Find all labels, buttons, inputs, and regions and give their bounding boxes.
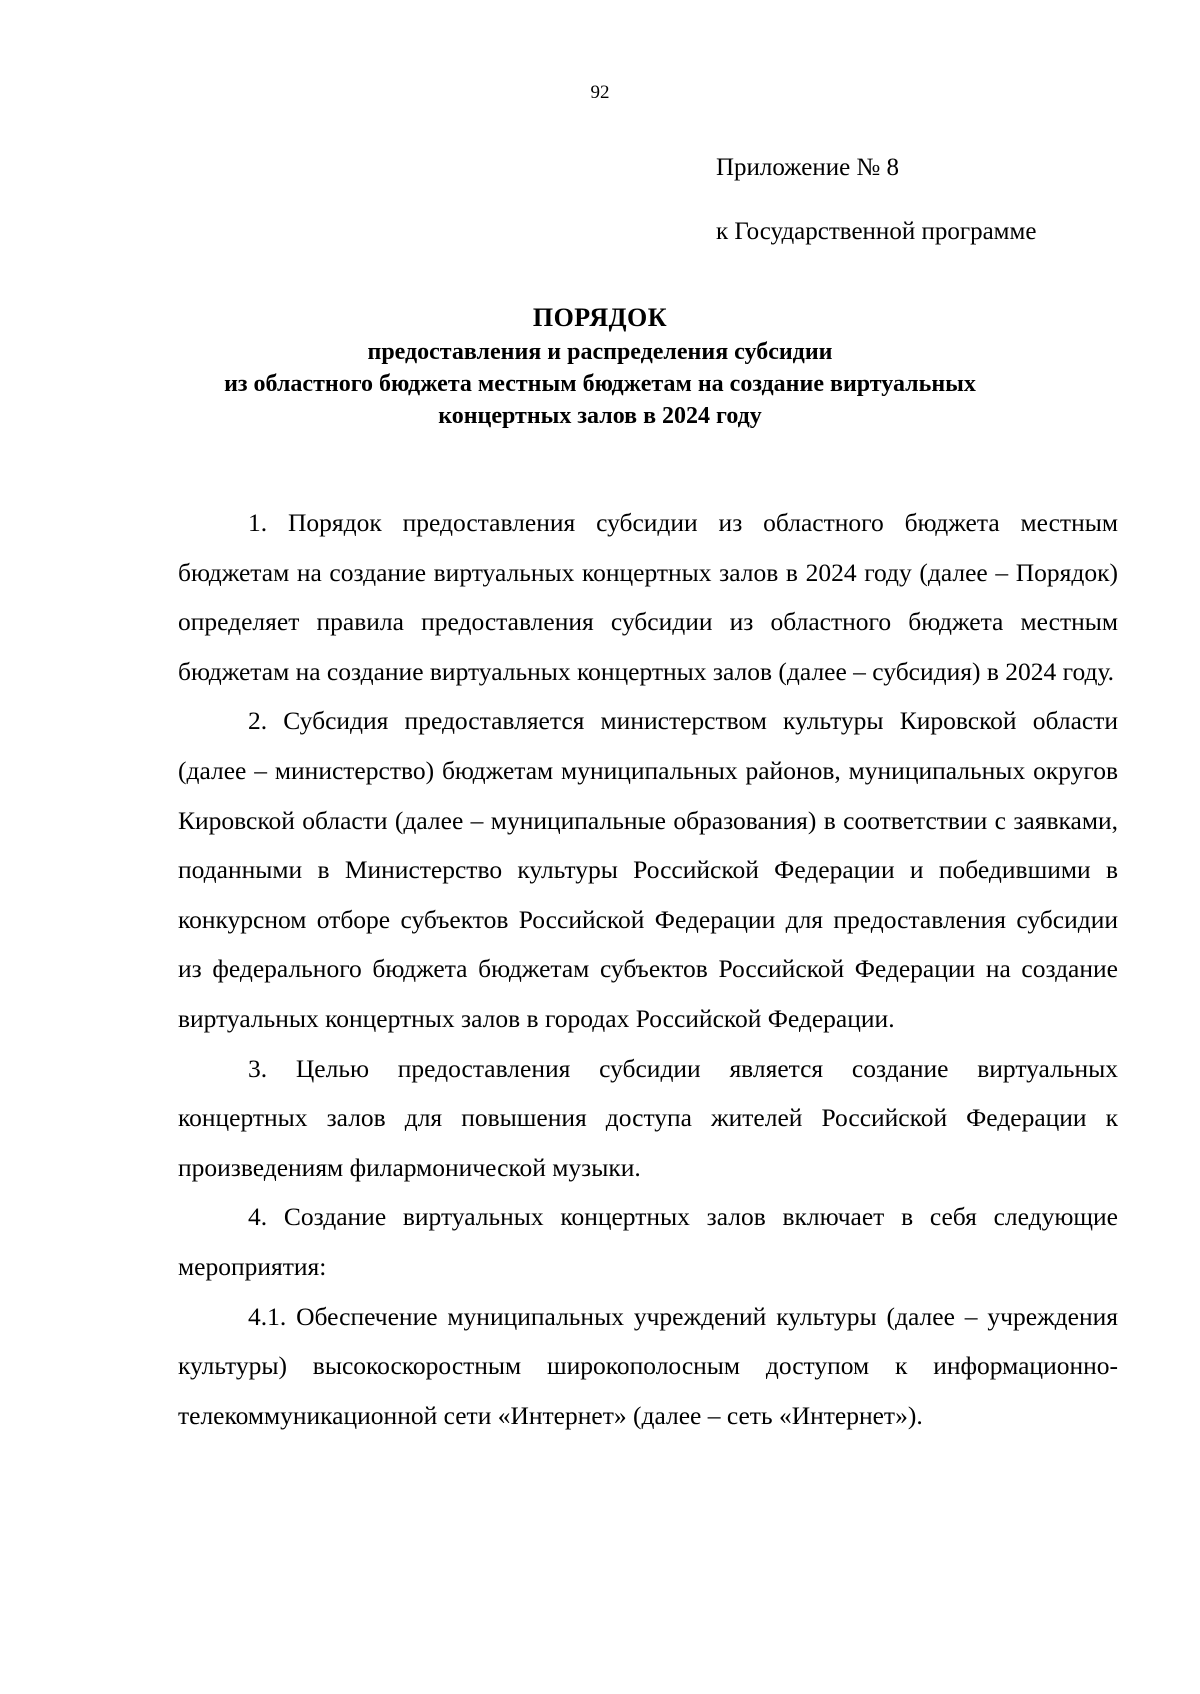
paragraph-4: 4. Создание виртуальных концертных залов включает в себя следующие мероприятия:	[178, 1202, 1118, 1281]
paragraph-1: 1. Порядок предоставления субсидии из областного бюджета местным бюджетам на создание виртуальных концертных залов в 2024 году (далее – Порядок) определяет правила предоставления субсидии из областного бюджета местным бюджетам на создание виртуальных концертных залов (далее – субсидия) в 2024 году.	[178, 508, 1118, 686]
appendix-reference: к Государственной программе	[716, 218, 1037, 245]
page-number: 92	[590, 82, 610, 103]
title-line-2: из областного бюджета местным бюджетам на создание виртуальных	[224, 371, 976, 397]
paragraph-4-1: 4.1. Обеспечение муниципальных учреждений культуры (далее – учреждения культуры) высокоскоростным широкополосным доступом к информационно-телекоммуникационной сети «Интернет» (далее – сеть «Интернет»).	[178, 1301, 1118, 1430]
title-heading: ПОРЯДОК	[532, 303, 668, 332]
appendix-label: Приложение № 8	[716, 154, 900, 181]
paragraph-3: 3. Целью предоставления субсидии является создание виртуальных концертных залов для повышения доступа жителей Российской Федерации к произведениям филармонической музыки.	[178, 1053, 1118, 1182]
document-title	[150, 300, 1050, 432]
paragraph-2: 2. Субсидия предоставляется министерством культуры Кировской области (далее – министерство) бюджетам муниципальных районов, муниципальных округов Кировской области (далее – муниципальные образования) в соответствии с заявками, поданными в Министерство культуры Российской Федерации и победившими в конкурсном отборе субъектов Российской Федерации для предоставления субсидии из федерального бюджета бюджетам субъектов Российской Федерации на создание виртуальных концертных залов в городах Российской Федерации.	[178, 706, 1118, 1033]
document-body	[178, 498, 1118, 1440]
title-line-1: предоставления и распределения субсидии	[367, 339, 833, 365]
title-line-3: концертных залов в 2024 году	[438, 403, 762, 429]
